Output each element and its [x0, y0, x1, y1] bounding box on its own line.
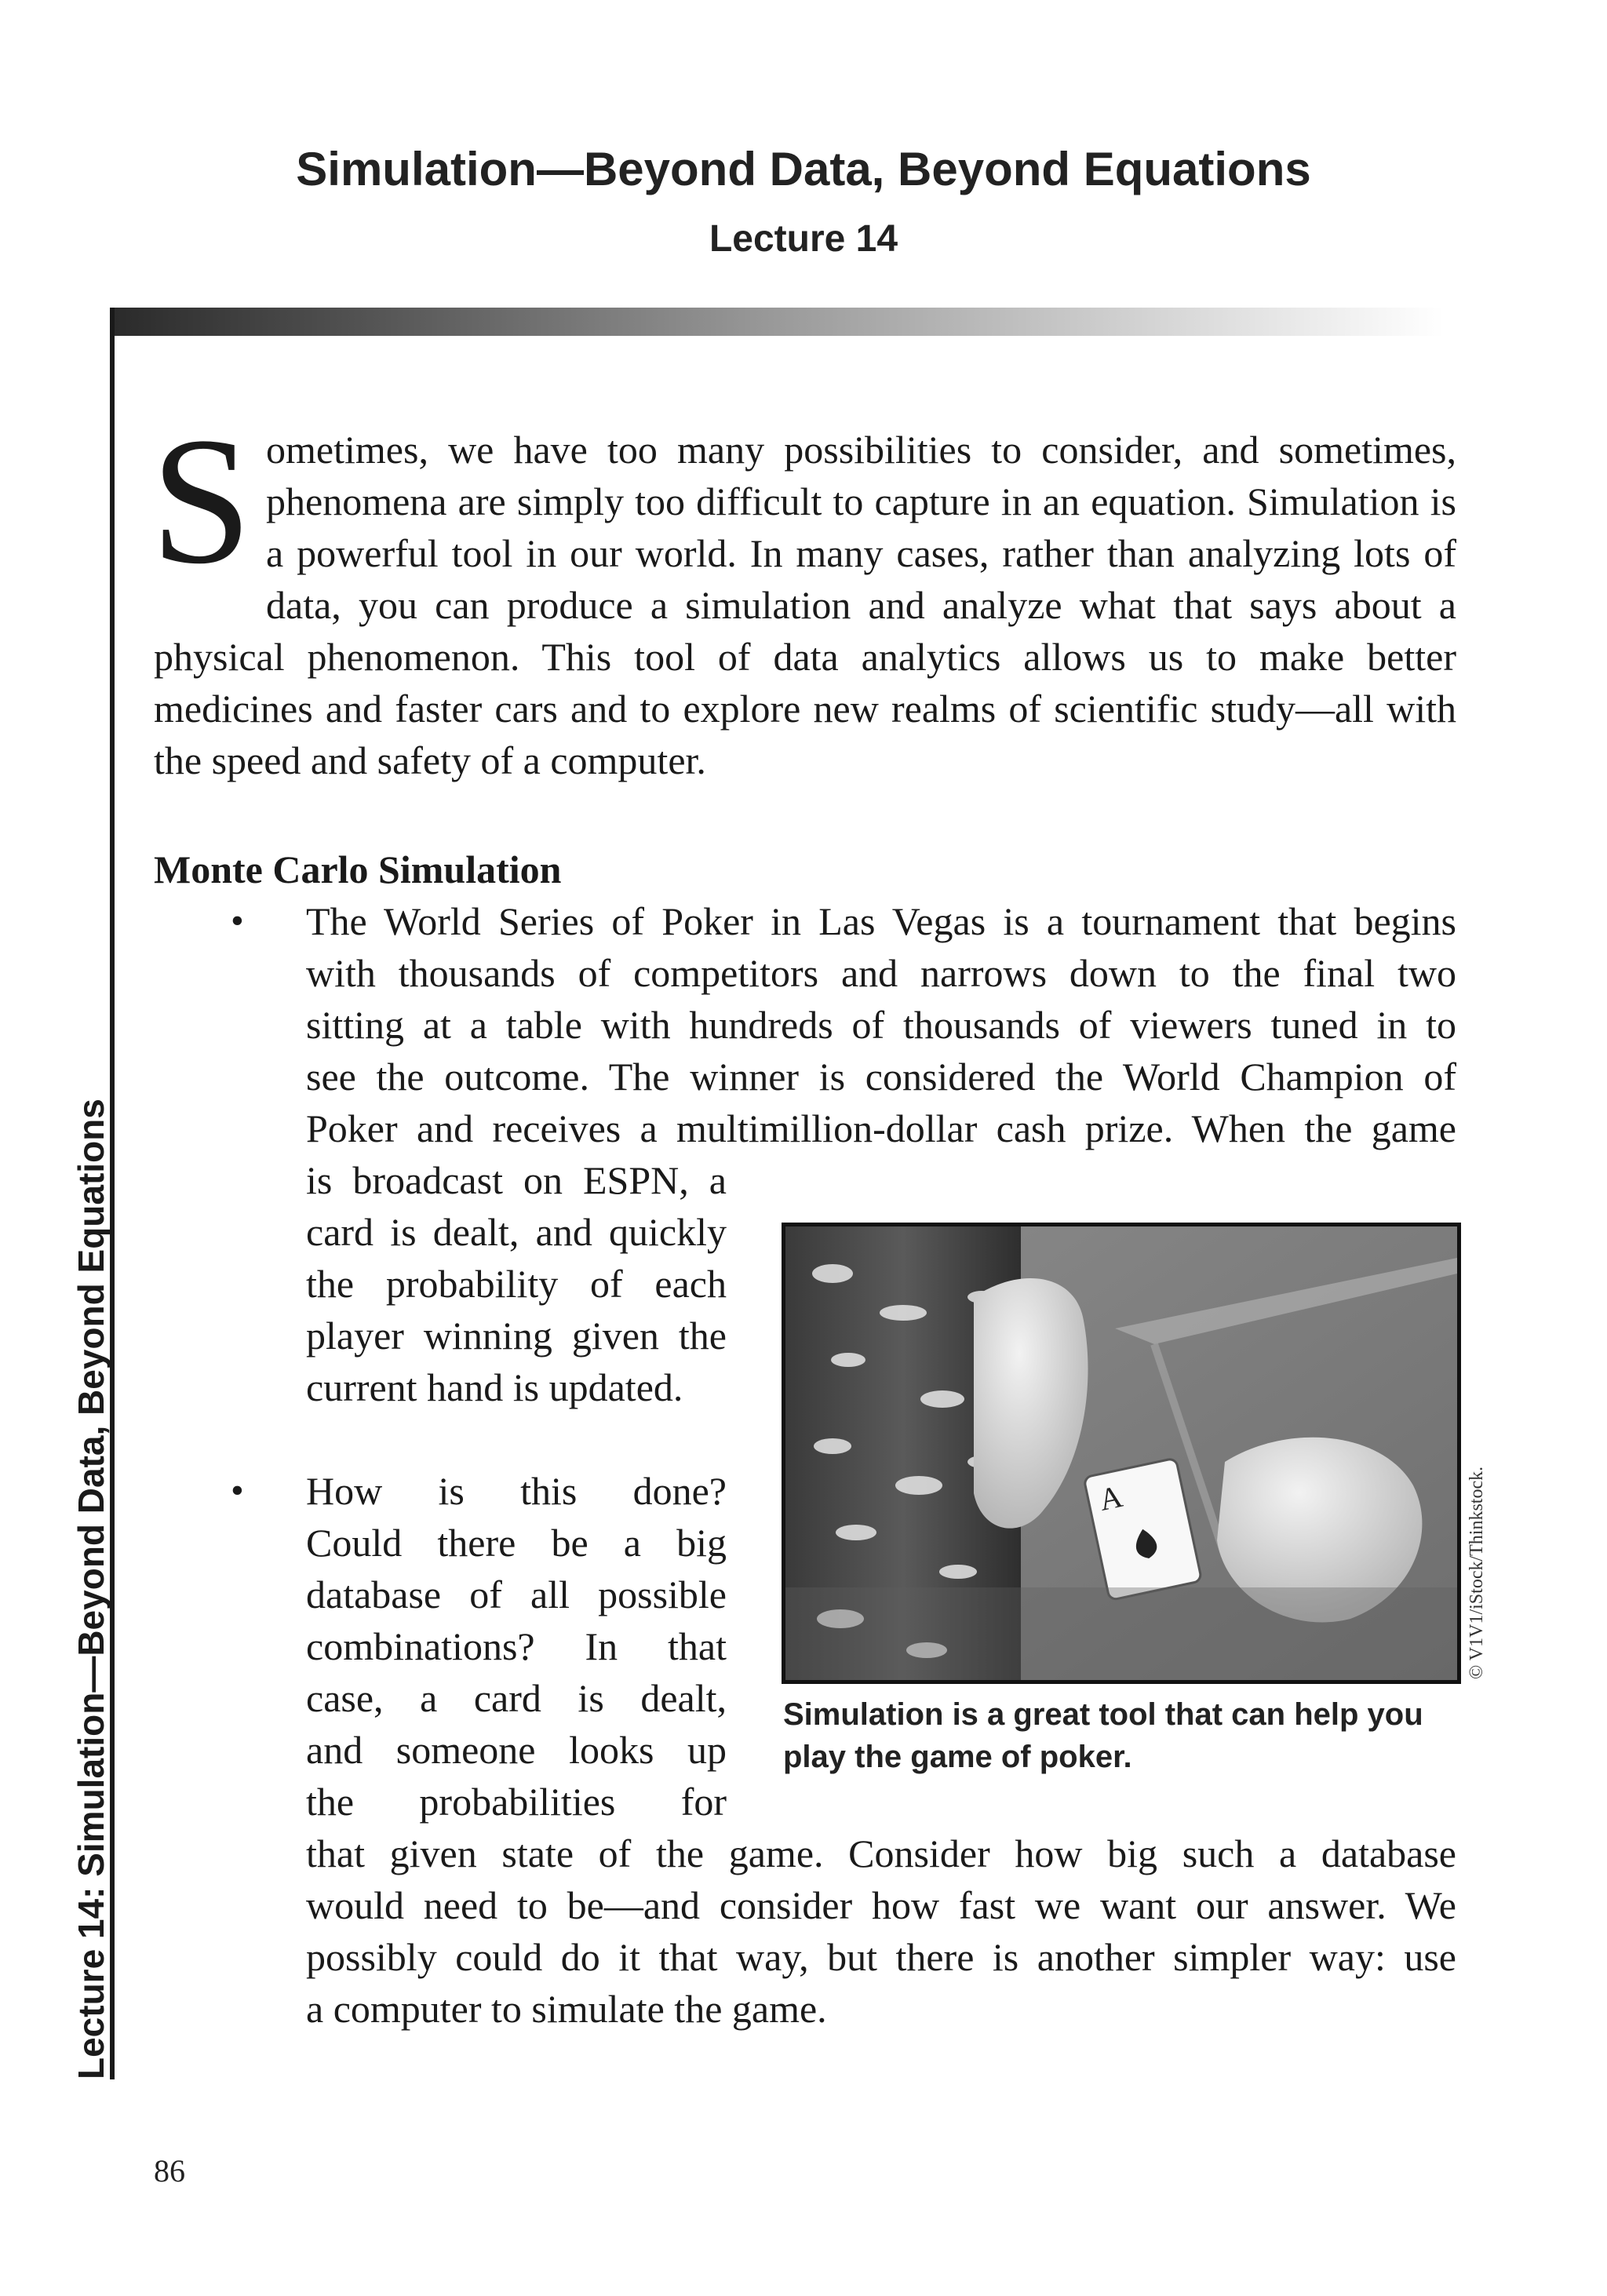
bullet2-line: How is this done? [306, 1469, 727, 1513]
svg-text:A: A [1095, 1478, 1126, 1518]
section-heading: Monte Carlo Simulation [154, 847, 562, 891]
bullet-marker: • [231, 900, 244, 942]
intro-paragraph [151, 400, 1456, 786]
bullet1-line: with thousands of competitors and narrows down to the final two [306, 951, 1456, 995]
bullet2-line: possibly could do it that way, but there is another simpler way: use [306, 1935, 1456, 1979]
bullet1-line: is broadcast on ESPN, a [306, 1158, 727, 1202]
bullet2-line: the probabilities for [306, 1780, 727, 1824]
bullet1-line: see the outcome. The winner is considered the World Champion of [306, 1055, 1456, 1099]
bullet2-line: and someone looks up [306, 1728, 727, 1772]
page-number: 86 [154, 2153, 185, 2188]
bullet1-line: current hand is updated. [306, 1365, 683, 1409]
page-title: Simulation—Beyond Data, Beyond Equations [296, 143, 1311, 195]
bullet1-line: The World Series of Poker in Las Vegas is a tournament that begins [306, 899, 1456, 943]
photo-credit: © V1V1/iStock/Thinkstock. [1467, 1466, 1487, 1679]
bullet2-line: database of all possible [306, 1573, 727, 1616]
bullet2-line: case, a card is dealt, [306, 1676, 727, 1720]
lecture-number: Lecture 14 [709, 218, 898, 260]
drop-cap: S [151, 400, 253, 602]
bullet1-line: the probability of each [306, 1262, 727, 1306]
bullet2-line: a computer to simulate the game. [306, 1987, 827, 2031]
figure-caption: Simulation is a great tool that can help you play the game of poker. [783, 1697, 1423, 1774]
header-gradient-bar [110, 308, 1444, 336]
bullet2-line: that given state of the game. Consider how big such a database [306, 1831, 1456, 1875]
bullet2-line: Could there be a big [306, 1521, 727, 1565]
poker-photo [782, 1223, 1461, 1684]
intro-text: ometimes, we have too many possibilities to consider, and sometimes, phenomena are simply too difficult to capture in an equation. Simulation is a powerful tool in our world. In many cases, rather than analyzing lots of data, you can produce a simulation and analyze what that says about a physical phenomenon. This tool of data analytics allows us to make better medicines and faster cars and to explore new realms of scientific study—all with the speed and safety of a computer. [154, 428, 1456, 782]
bullet1-line: sitting at a table with hundreds of thousands of viewers tuned in to [306, 1003, 1456, 1047]
running-side-label: Lecture 14: Simulation—Beyond Data, Beyond Equations [71, 1099, 111, 2079]
bullet1-line: card is dealt, and quickly [306, 1210, 727, 1254]
bullet1-line: Poker and receives a multimillion-dollar cash prize. When the game [306, 1106, 1456, 1150]
bullet2-line: combinations? In that [306, 1624, 727, 1668]
bullet1-line: player winning given the [306, 1314, 727, 1358]
bullet2-line: would need to be—and consider how fast we want our answer. We [306, 1883, 1456, 1927]
bullet-marker: • [231, 1470, 244, 1511]
